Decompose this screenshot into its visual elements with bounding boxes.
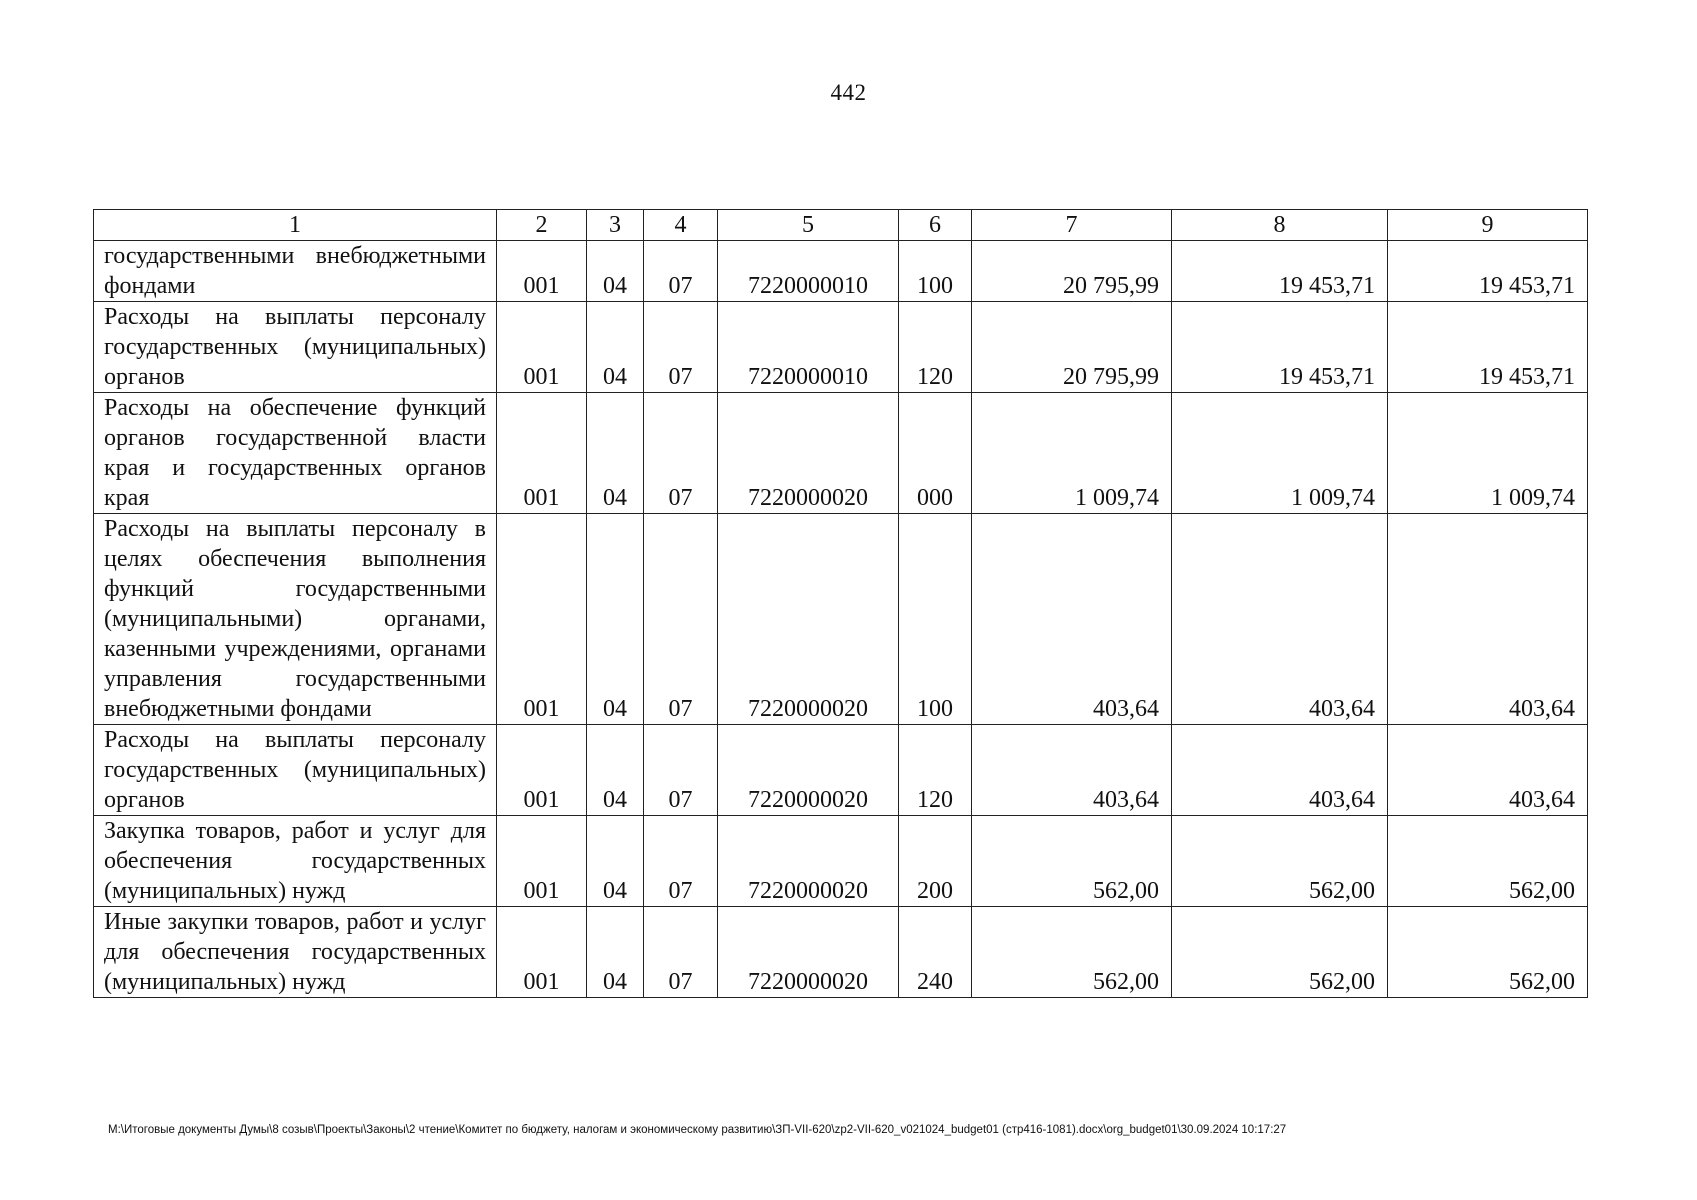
cell-amount-7: 20 795,99 [972,241,1172,302]
cell-amount-9: 562,00 [1388,907,1588,998]
cell-amount-7: 562,00 [972,816,1172,907]
cell-subsection: 07 [644,725,718,816]
cell-amount-8: 403,64 [1172,514,1388,725]
cell-ministry-code: 001 [497,393,587,514]
cell-amount-7: 20 795,99 [972,302,1172,393]
cell-expense-type: 200 [899,816,972,907]
cell-subsection: 07 [644,241,718,302]
table-row [94,241,1588,302]
cell-section: 04 [587,393,644,514]
cell-expense-type: 100 [899,241,972,302]
cell-ministry-code: 001 [497,907,587,998]
row-description: Закупка товаров, работ и услуг для обеспечения государственных (муниципальных) нужд [94,816,497,907]
column-header-9: 9 [1388,210,1588,241]
table-row [94,393,1588,514]
cell-ministry-code: 001 [497,816,587,907]
table-row [94,514,1588,725]
cell-target-article: 7220000010 [718,241,899,302]
cell-amount-9: 562,00 [1388,816,1588,907]
cell-target-article: 7220000020 [718,514,899,725]
cell-expense-type: 100 [899,514,972,725]
cell-amount-8: 562,00 [1172,816,1388,907]
cell-expense-type: 000 [899,393,972,514]
column-header-3: 3 [587,210,644,241]
cell-amount-8: 19 453,71 [1172,241,1388,302]
cell-ministry-code: 001 [497,302,587,393]
cell-amount-8: 562,00 [1172,907,1388,998]
cell-subsection: 07 [644,907,718,998]
row-description: Расходы на обеспечение функций органов государственной власти края и государственных органов края [94,393,497,514]
column-header-8: 8 [1172,210,1388,241]
cell-amount-8: 1 009,74 [1172,393,1388,514]
cell-amount-7: 403,64 [972,725,1172,816]
cell-target-article: 7220000020 [718,816,899,907]
header-row [94,210,1588,241]
cell-expense-type: 240 [899,907,972,998]
column-header-5: 5 [718,210,899,241]
row-description: государственными внебюджетными фондами [94,241,497,302]
cell-target-article: 7220000020 [718,725,899,816]
cell-ministry-code: 001 [497,725,587,816]
column-header-7: 7 [972,210,1172,241]
cell-amount-9: 1 009,74 [1388,393,1588,514]
table-row [94,725,1588,816]
table-row [94,816,1588,907]
row-description: Иные закупки товаров, работ и услуг для обеспечения государственных (муниципальных) нужд [94,907,497,998]
cell-amount-9: 19 453,71 [1388,302,1588,393]
cell-subsection: 07 [644,393,718,514]
cell-amount-8: 403,64 [1172,725,1388,816]
cell-amount-7: 562,00 [972,907,1172,998]
cell-section: 04 [587,907,644,998]
footer-file-path: M:\Итоговые документы Думы\8 созыв\Проекты\Законы\2 чтение\Комитет по бюджету, налогам и экономическому развитию\ЗП-VII-620\zp2-VII-620_v021024_budget01 (стр416-1081).docx\org_budget01\30.09.2024 10:17:27 [108,1124,1287,1136]
row-description: Расходы на выплаты персоналу в целях обеспечения выполнения функций государственными (муниципальными) органами, казенными учреждениями, органами управления государственными внебюджетными фондами [94,514,497,725]
cell-amount-9: 403,64 [1388,514,1588,725]
cell-section: 04 [587,816,644,907]
row-description: Расходы на выплаты персоналу государственных (муниципальных) органов [94,725,497,816]
cell-amount-7: 403,64 [972,514,1172,725]
budget-table [93,209,1588,998]
cell-amount-8: 19 453,71 [1172,302,1388,393]
page-number: 442 [830,80,867,105]
cell-ministry-code: 001 [497,514,587,725]
cell-amount-9: 403,64 [1388,725,1588,816]
column-header-2: 2 [497,210,587,241]
cell-target-article: 7220000010 [718,302,899,393]
cell-section: 04 [587,514,644,725]
cell-target-article: 7220000020 [718,907,899,998]
cell-section: 04 [587,302,644,393]
cell-subsection: 07 [644,514,718,725]
column-header-1: 1 [94,210,497,241]
table-row [94,907,1588,998]
cell-section: 04 [587,725,644,816]
column-header-4: 4 [644,210,718,241]
row-description: Расходы на выплаты персоналу государственных (муниципальных) органов [94,302,497,393]
cell-expense-type: 120 [899,725,972,816]
cell-ministry-code: 001 [497,241,587,302]
cell-section: 04 [587,241,644,302]
column-header-6: 6 [899,210,972,241]
table-row [94,302,1588,393]
cell-amount-9: 19 453,71 [1388,241,1588,302]
cell-target-article: 7220000020 [718,393,899,514]
cell-subsection: 07 [644,816,718,907]
cell-subsection: 07 [644,302,718,393]
cell-amount-7: 1 009,74 [972,393,1172,514]
cell-expense-type: 120 [899,302,972,393]
